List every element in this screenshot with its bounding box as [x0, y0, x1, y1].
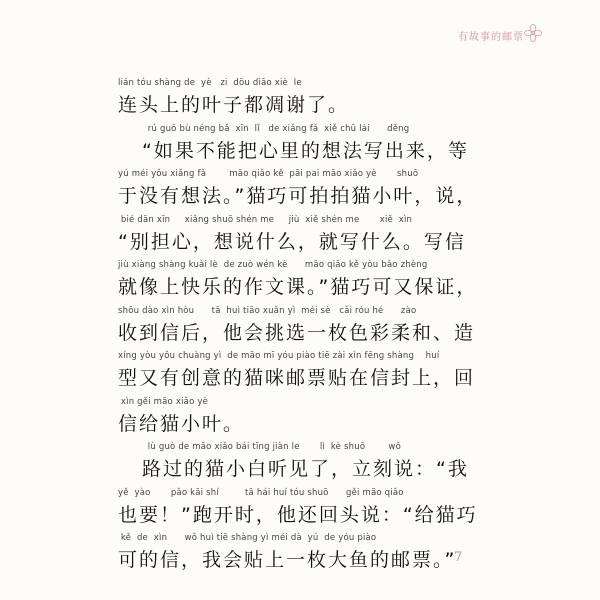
chinese-text: 连头上的叶子都凋谢了。: [118, 94, 350, 116]
text-line: [118, 260, 488, 306]
text-line: [118, 488, 488, 534]
pinyin-annotation: rú guǒ bù néng bǎ xīn lǐ de xiǎng fǎ xiě chū lái děng: [142, 123, 410, 134]
story-text: [118, 78, 488, 579]
text-line: [118, 169, 488, 215]
chinese-text: 信给猫小叶。: [118, 412, 245, 435]
chinese-text: 就像上快乐的作文课。”猫巧可又保证，: [118, 276, 478, 298]
text-line: [118, 306, 488, 352]
page-number: 7: [454, 550, 463, 565]
pinyin-annotation: bié dān xīn xiǎng shuō shén me jiù xiě shén me xiě xìn: [118, 214, 413, 225]
chinese-text: 也要！”跑开时，他还回头说：“给猫巧: [118, 503, 478, 526]
pinyin-annotation: xíng yòu yǒu chuàng yì de māo mī yóu piào tiē zài xìn fēng shàng huí: [118, 351, 440, 361]
pinyin-annotation: lián tóu shàng de yè zi dōu diāo xiè le: [118, 78, 302, 88]
pinyin-annotation: kě de xìn wǒ huì tiē shàng yì méi dà yú de yóu piào: [118, 533, 377, 543]
text-line: [118, 78, 488, 124]
running-header: 有故事的邮票: [458, 32, 524, 43]
chinese-text: “如果不能把心里的想法写出来，等: [142, 139, 469, 162]
chinese-text: 型又有创意的猫咪邮票贴在信封上，回: [118, 367, 476, 389]
text-line: [118, 533, 488, 579]
chinese-text: 收到信后，他会挑选一枚色彩柔和、造: [118, 321, 476, 344]
text-line: [118, 215, 488, 261]
pinyin-annotation: jiù xiàng shàng kuài lè de zuò wén kè māo qiǎo kě yòu bǎo zhèng: [118, 260, 428, 270]
pinyin-annotation: lù guò de māo xiǎo bái tīng jiàn le lì kè shuō wǒ: [142, 442, 401, 452]
text-line: [118, 397, 488, 443]
chinese-text: 路过的猫小白听见了，立刻说：“我: [142, 458, 469, 480]
text-line: [118, 124, 488, 170]
chinese-text: 于没有想法。”猫巧可拍拍猫小叶，说，: [118, 185, 478, 207]
chinese-text: 可的信，我会贴上一枚大鱼的邮票。”: [118, 549, 457, 571]
pinyin-annotation: yě yào pǎo kāi shí tā hái huí tóu shuō gěi māo qiǎo: [118, 487, 404, 498]
pinyin-annotation: xìn gěi māo xiǎo yè: [118, 396, 209, 407]
chinese-text: “别担心，想说什么，就写什么。写信: [118, 230, 466, 253]
text-line: [118, 442, 488, 488]
flower-ornament-icon: [524, 24, 542, 42]
text-line: [118, 351, 488, 397]
pinyin-annotation: shōu dào xìn hòu tā huì tiāo xuǎn yì méi sè cǎi róu hé zào: [118, 305, 417, 316]
pinyin-annotation: yú méi yǒu xiǎng fǎ māo qiǎo kě pāi pai māo xiǎo yè shuō: [118, 169, 419, 179]
